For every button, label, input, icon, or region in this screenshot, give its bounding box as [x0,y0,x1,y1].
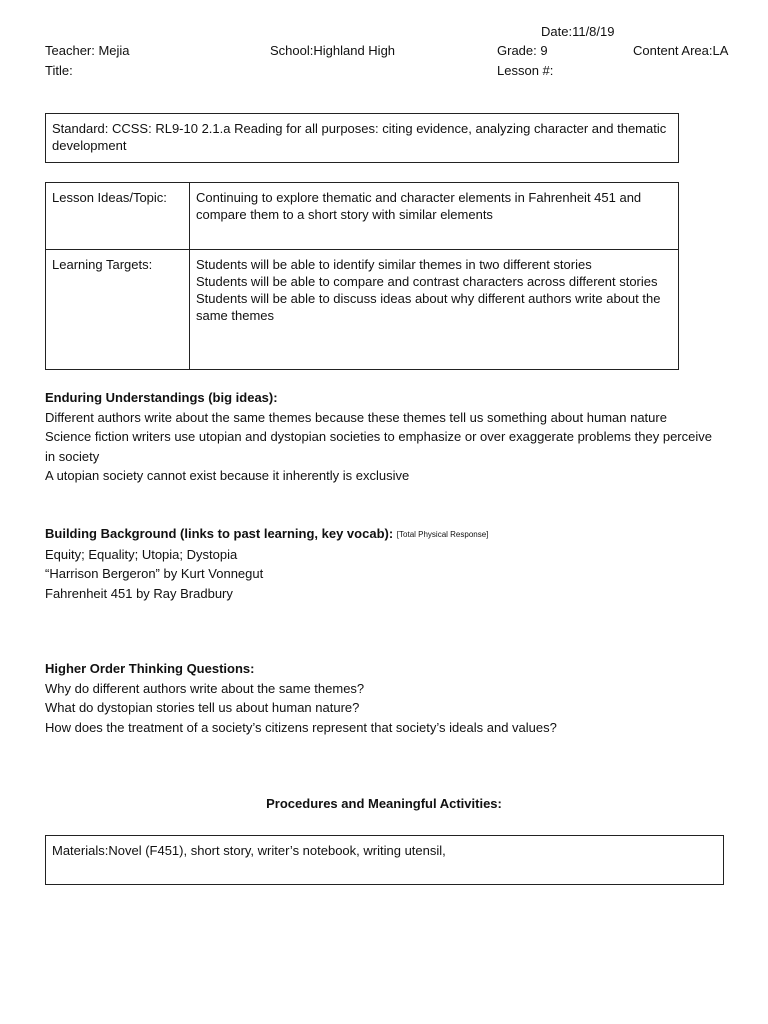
materials-text: Materials:Novel (F451), short story, writer’s notebook, writing utensil, [52,843,446,858]
standard-text: Standard: CCSS: RL9-10 2.1.a Reading for all purposes: citing evidence, analyzing character and thematic development [52,121,667,153]
hot-questions-section [45,659,745,737]
enduring-understandings-section [45,388,745,486]
building-background-section [45,524,745,603]
building-background-heading: Building Background (links to past learning, key vocab): [45,526,394,541]
enduring-line: Science fiction writers use utopian and dystopian societies to emphasize or over exaggerate problems they perceive in society [45,429,712,464]
lesson-ideas-label: Lesson Ideas/Topic: [46,183,190,250]
learning-target-item: Students will be able to identify similar themes in two different stories [196,257,592,272]
enduring-line: A utopian society cannot exist because it inherently is exclusive [45,468,410,483]
hot-questions-heading: Higher Order Thinking Questions: [45,661,255,676]
lesson-ideas-content [190,183,679,250]
enduring-line: Different authors write about the same themes because these themes tell us something about human nature [45,409,667,425]
lesson-table [45,182,679,370]
procedures-heading: Procedures and Meaningful Activities: [266,796,502,811]
enduring-understandings-heading: Enduring Understandings (big ideas): [45,390,278,405]
lesson-number-field: Lesson #: [497,63,554,78]
school-field: School:Highland High [270,43,396,58]
background-line: Equity; Equality; Utopia; Dystopia [45,546,238,562]
date-field: Date:11/8/19 [541,24,615,39]
hot-question: What do dystopian stories tell us about human nature? [45,700,360,715]
learning-target-item: Students will be able to compare and contrast characters across different stories [196,274,658,289]
hot-question: Why do different authors write about the same themes? [45,680,365,696]
materials-box [45,835,724,885]
title-field: Title: [45,63,73,78]
lesson-ideas-line: Continuing to explore thematic and character elements in Fahrenheit 451 and compare them to a short story with similar elements [196,190,642,222]
table-row [46,183,679,250]
standard-box [45,113,679,163]
grade-field: Grade: 9 [497,43,548,58]
background-line: “Harrison Bergeron” by Kurt Vonnegut [45,566,264,581]
learning-targets-content [190,250,679,370]
tpr-note: [Total Physical Response] [396,530,489,539]
teacher-field: Teacher: Mejia [45,43,130,58]
background-line: Fahrenheit 451 by Ray Bradbury [45,585,233,601]
table-row [46,250,679,370]
learning-targets-label: Learning Targets: [46,250,190,370]
hot-question: How does the treatment of a society’s citizens represent that society’s ideals and values? [45,719,557,735]
learning-target-item: Students will be able to discuss ideas about why different authors write about the same themes [196,291,661,323]
content-area-field: Content Area:LA [633,43,729,58]
